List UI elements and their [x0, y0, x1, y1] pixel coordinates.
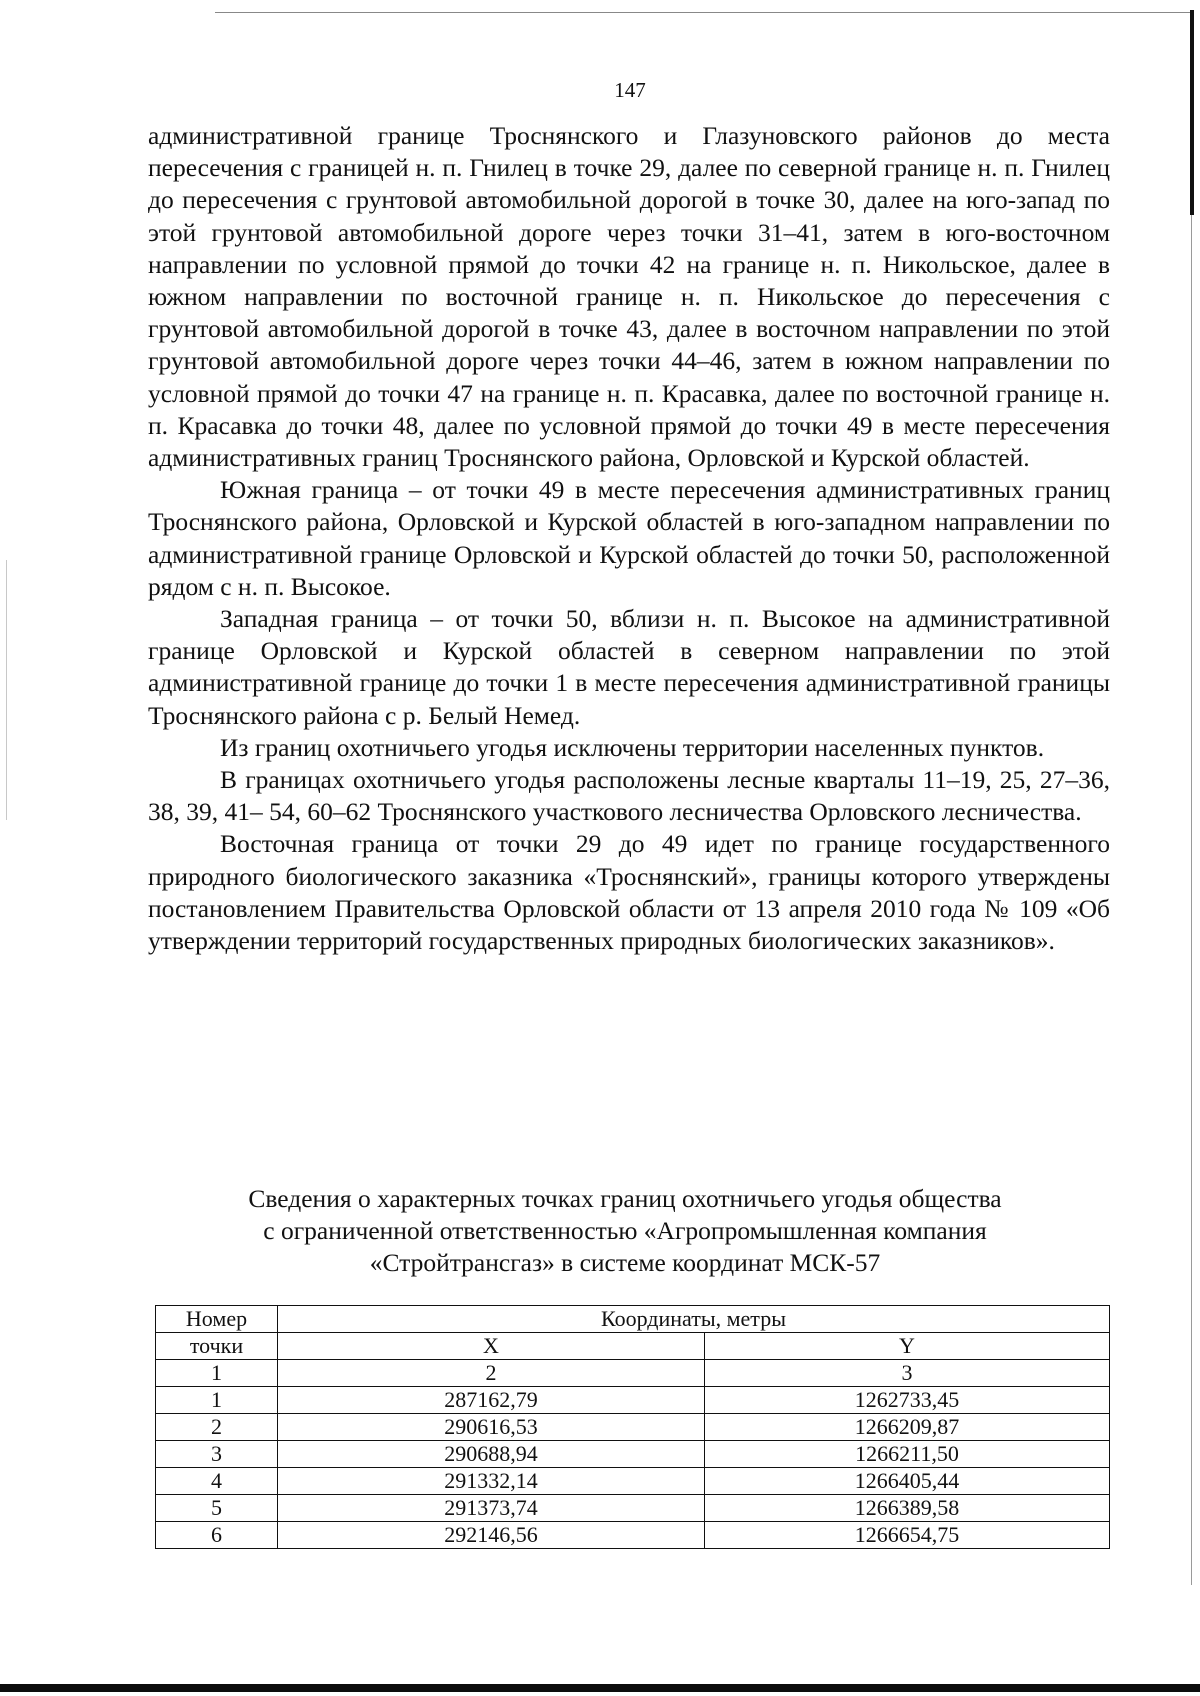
table-row	[156, 1414, 1110, 1441]
paragraph-exclusions: Из границ охотничьего угодья исключены территории населенных пунктов.	[220, 732, 1045, 762]
coordinate-x: 291332,14	[278, 1468, 705, 1495]
document-body	[148, 120, 1110, 957]
table-row	[156, 1495, 1110, 1522]
page-border-left	[6, 560, 7, 820]
table-title-line: с ограниченной ответственностью «Агропромышленная компания	[263, 1216, 987, 1245]
header-coordinates: Координаты, метры	[278, 1306, 1110, 1333]
coordinate-y: 1266654,75	[705, 1522, 1110, 1549]
table-row	[156, 1441, 1110, 1468]
page-border-right-thin	[1191, 215, 1192, 1585]
coordinate-y: 1266209,87	[705, 1414, 1110, 1441]
point-number: 3	[156, 1441, 278, 1468]
paragraph-southern-border: Южная граница – от точки 49 в месте пересечения административных границ Троснянского района, Орловской и Курской областей в юго-западном направлении по административной границе Орловской и Курской областей до точки 50, расположенной рядом с н. п. Высокое.	[148, 475, 1110, 601]
page-border-top	[215, 12, 1190, 13]
paragraph-eastern-border: Восточная граница от точки 29 до 49 идет по границе государственного природного биологического заказника «Троснянский», границы которого утверждены постановлением Правительства Орловской области от 13 апреля 2010 года № 109 «Об утверждении территорий государственных природных биологических заказников».	[148, 829, 1110, 956]
header-y: Y	[705, 1333, 1110, 1360]
table-row	[156, 1522, 1110, 1549]
coordinate-x: 287162,79	[278, 1387, 705, 1414]
table-header-row	[156, 1306, 1110, 1333]
coordinate-y: 1266405,44	[705, 1468, 1110, 1495]
table-title	[140, 1183, 1110, 1279]
coordinate-x: 292146,56	[278, 1522, 705, 1549]
table-row	[156, 1468, 1110, 1495]
page-border-bottom	[0, 1684, 1200, 1692]
header-point-number-line2: точки	[156, 1333, 278, 1360]
page-border-right	[1190, 10, 1194, 215]
point-number: 4	[156, 1468, 278, 1495]
coordinate-x: 290688,94	[278, 1441, 705, 1468]
table-header-row	[156, 1333, 1110, 1360]
coordinate-x: 291373,74	[278, 1495, 705, 1522]
coordinates-table	[155, 1305, 1110, 1549]
header-point-number-line1: Номер	[156, 1306, 278, 1333]
column-index: 1	[156, 1360, 278, 1387]
page-number: 147	[614, 78, 646, 102]
paragraph-continuation: административной границе Троснянского и Глазуновского районов до места пересечения с границей н. п. Гнилец в точке 29, далее по северной границе н. п. Гнилец до пересечения с грунтовой автомобильной дорогой в точке 30, далее на юго-запад по этой грунтовой автомобильной дороге через точки 31–41, затем в юго-восточном направлении по условной прямой до точки 42 на границе н. п. Никольское, далее в южном направлении по восточной границе н. п. Никольское до пересечения с грунтовой автомобильной дорогой в точке 43, далее в восточном направлении по этой грунтовой автомобильной дороге через точки 44–46, затем в южном направлении по условной прямой до точки 47 на границе н. п. Красавка, далее по восточной границе н. п. Красавка до точки 48, далее по условной прямой до точки 49 в месте пересечения административных границ Троснянского района, Орловской и Курской областей.	[148, 121, 1110, 473]
header-x: X	[278, 1333, 705, 1360]
coordinate-y: 1266389,58	[705, 1495, 1110, 1522]
table-row	[156, 1387, 1110, 1414]
paragraph-forest-quarters: В границах охотничьего угодья расположены лесные кварталы 11–19, 25, 27–36, 38, 39, 41– 54, 60–62 Троснянского участкового лесничества Орловского лесничества.	[148, 765, 1110, 827]
coordinate-x: 290616,53	[278, 1414, 705, 1441]
point-number: 5	[156, 1495, 278, 1522]
point-number: 6	[156, 1522, 278, 1549]
point-number: 2	[156, 1414, 278, 1441]
column-index: 2	[278, 1360, 705, 1387]
table-column-index-row	[156, 1360, 1110, 1387]
paragraph-western-border: Западная граница – от точки 50, вблизи н. п. Высокое на административной границе Орловской и Курской областей в северном направлении по этой административной границе до точки 1 в месте пересечения административной границы Троснянского района с р. Белый Немед.	[148, 604, 1110, 730]
coordinate-y: 1266211,50	[705, 1441, 1110, 1468]
point-number: 1	[156, 1387, 278, 1414]
table-title-line: Сведения о характерных точках границ охотничьего угодья общества	[248, 1184, 1002, 1213]
column-index: 3	[705, 1360, 1110, 1387]
table-title-line: «Стройтрансгаз» в системе координат МСК-57	[369, 1248, 881, 1277]
coordinate-y: 1262733,45	[705, 1387, 1110, 1414]
